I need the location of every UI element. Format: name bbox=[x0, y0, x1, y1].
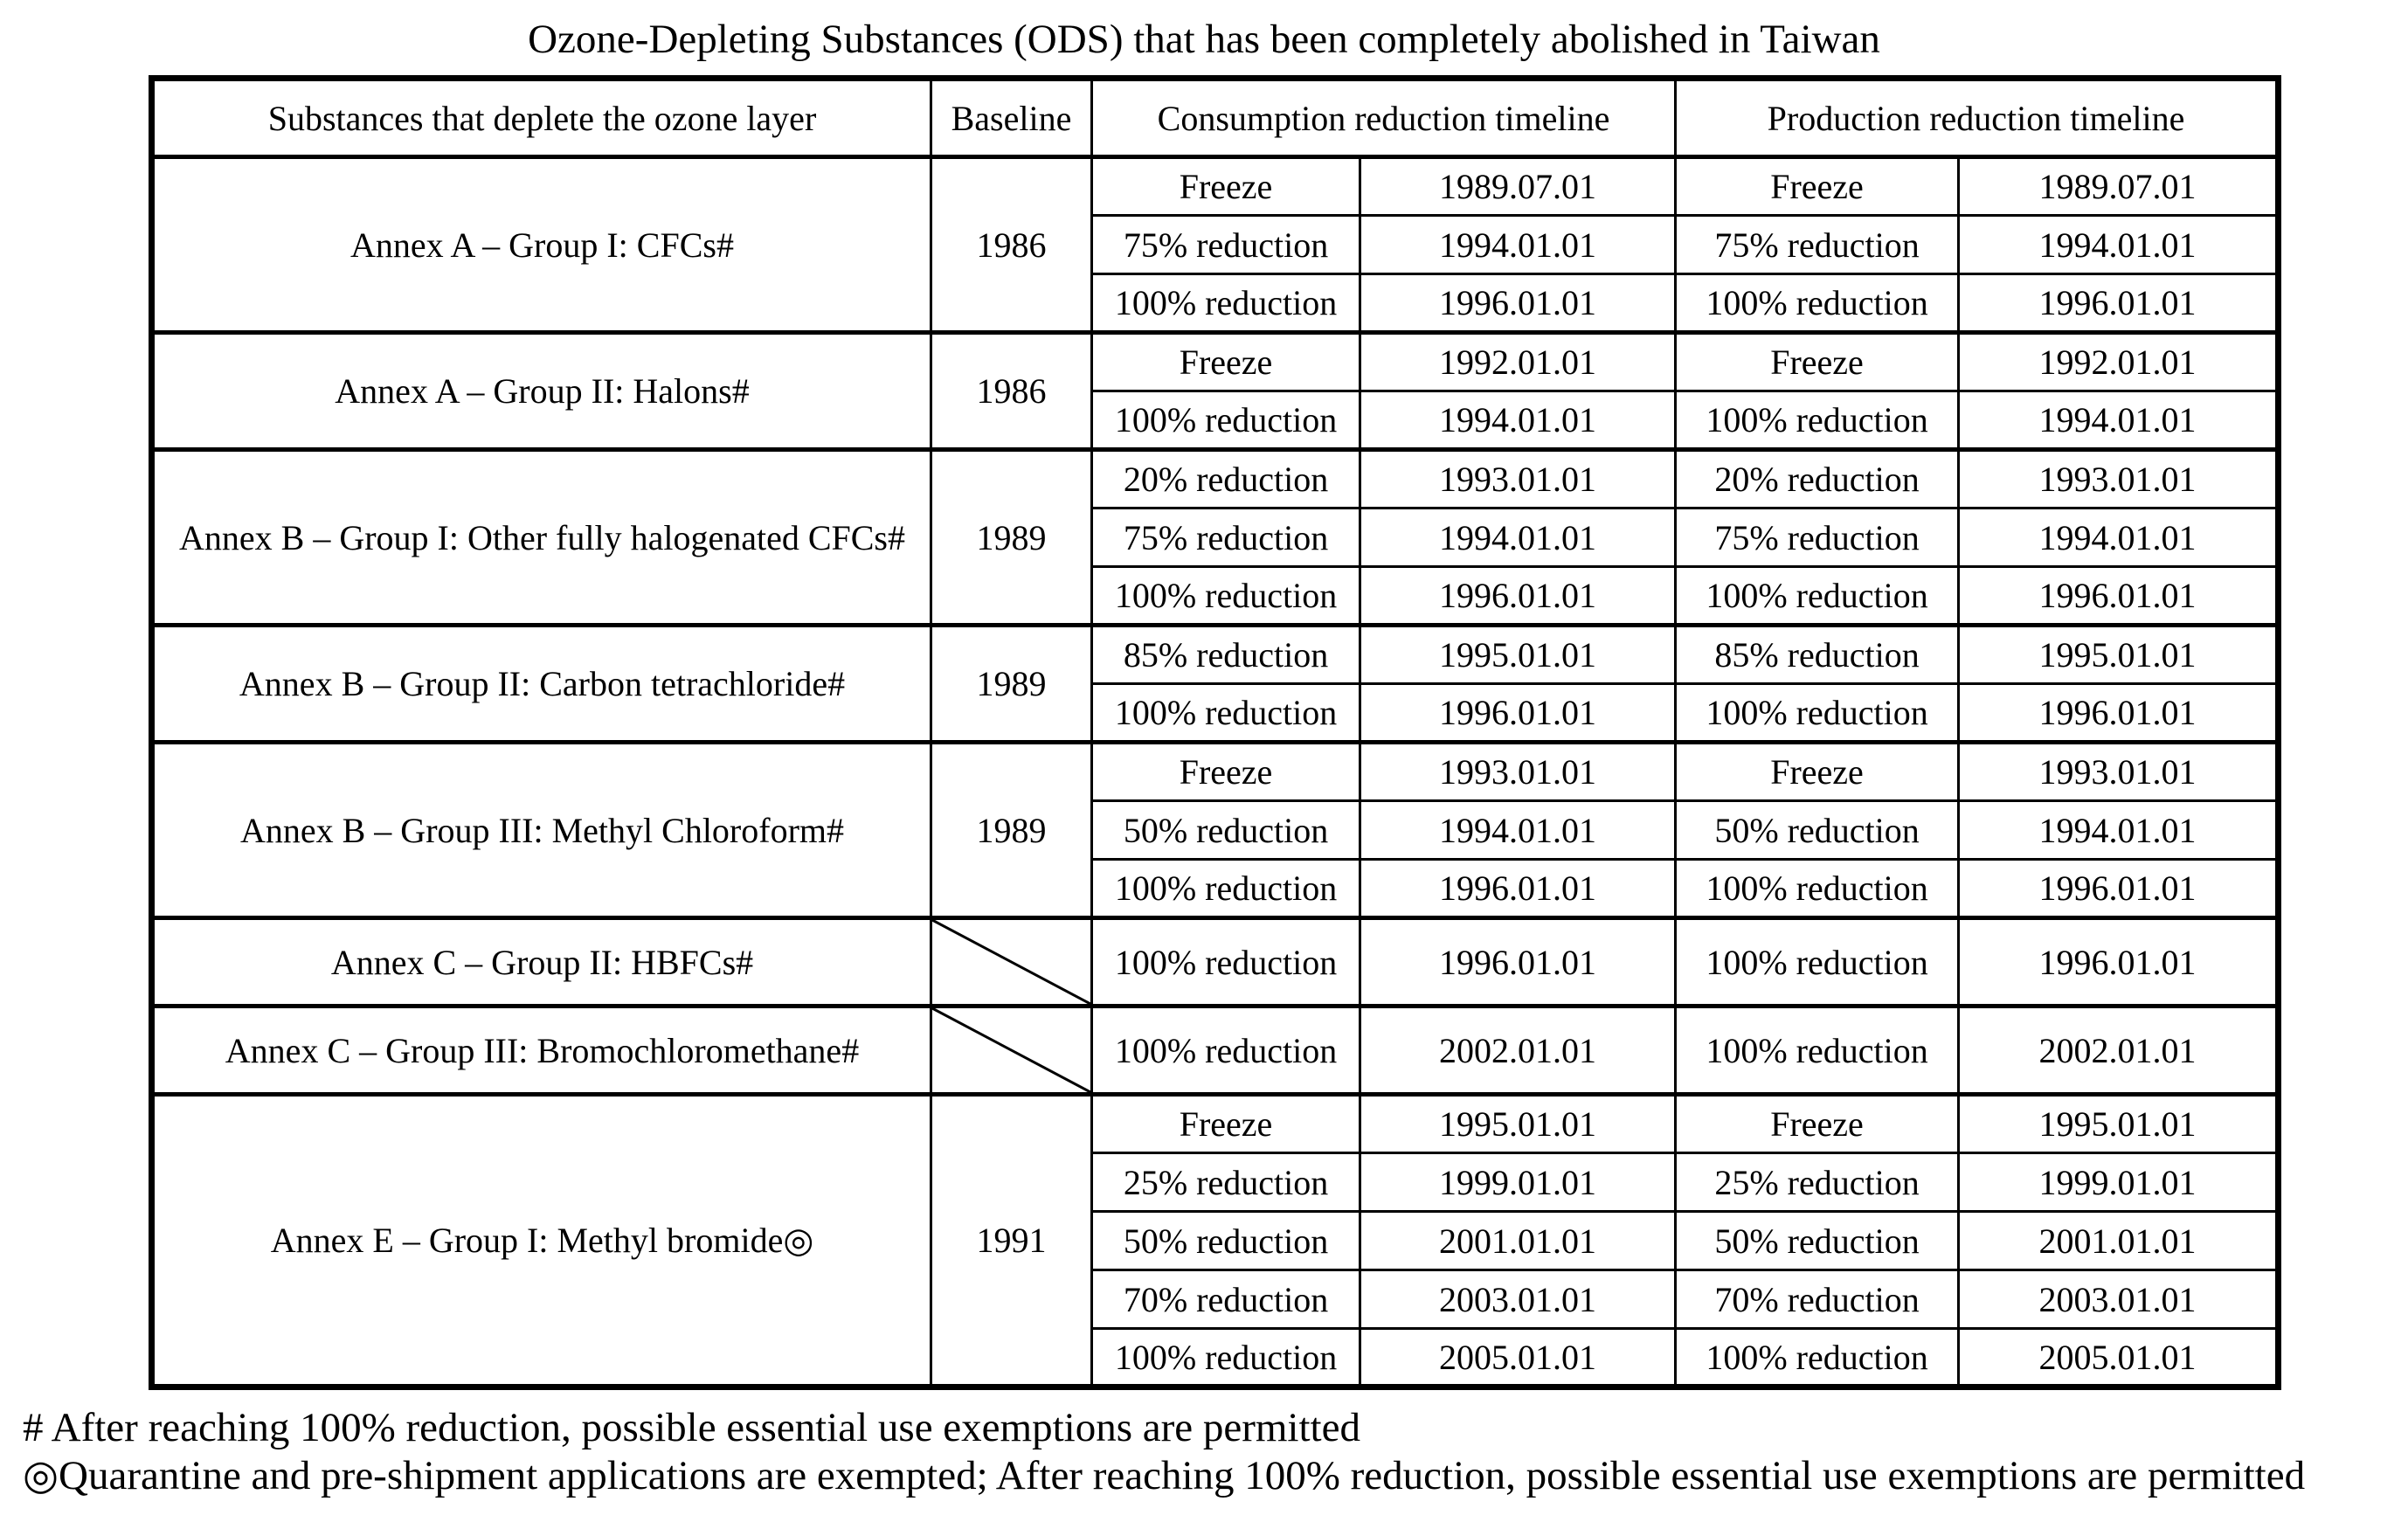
production-date-cell: 1994.01.01 bbox=[1959, 509, 2279, 567]
production-date-cell: 1993.01.01 bbox=[1959, 450, 2279, 509]
consumption-action-cell: 100% reduction bbox=[1092, 684, 1360, 743]
baseline-cell: 1989 bbox=[931, 743, 1092, 918]
baseline-cell: 1986 bbox=[931, 333, 1092, 450]
substance-cell: Annex B – Group III: Methyl Chloroform# bbox=[152, 743, 931, 918]
production-action-cell: Freeze bbox=[1676, 1095, 1959, 1153]
production-date-cell: 1996.01.01 bbox=[1959, 274, 2279, 333]
header-baseline: Baseline bbox=[931, 79, 1092, 157]
consumption-date-cell: 1996.01.01 bbox=[1360, 684, 1676, 743]
production-action-cell: 75% reduction bbox=[1676, 216, 1959, 274]
table-row bbox=[152, 450, 2279, 509]
footnote-circle: ◎Quarantine and pre-shipment applications are exempted; After reaching 100% reduction, possible essential use exemptions are permitted bbox=[23, 1453, 2306, 1499]
consumption-date-cell: 1989.07.01 bbox=[1360, 157, 1676, 216]
consumption-action-cell: Freeze bbox=[1092, 1095, 1360, 1153]
substance-cell: Annex E – Group I: Methyl bromide◎ bbox=[152, 1095, 931, 1387]
consumption-action-cell: 85% reduction bbox=[1092, 626, 1360, 684]
consumption-action-cell: 50% reduction bbox=[1092, 801, 1360, 860]
production-action-cell: 100% reduction bbox=[1676, 391, 1959, 450]
production-action-cell: Freeze bbox=[1676, 333, 1959, 391]
consumption-date-cell: 1996.01.01 bbox=[1360, 860, 1676, 918]
footnote-hash: # After reaching 100% reduction, possible essential use exemptions are permitted bbox=[23, 1405, 1360, 1451]
table-row bbox=[152, 743, 2279, 801]
consumption-action-cell: 100% reduction bbox=[1092, 391, 1360, 450]
header-production-timeline: Production reduction timeline bbox=[1676, 79, 2279, 157]
consumption-action-cell: 25% reduction bbox=[1092, 1153, 1360, 1212]
production-action-cell: 100% reduction bbox=[1676, 567, 1959, 626]
substance-cell: Annex A – Group I: CFCs# bbox=[152, 157, 931, 333]
production-action-cell: 100% reduction bbox=[1676, 860, 1959, 918]
not-applicable-slash bbox=[932, 1008, 1090, 1092]
consumption-action-cell: Freeze bbox=[1092, 157, 1360, 216]
production-date-cell: 1995.01.01 bbox=[1959, 626, 2279, 684]
table-header bbox=[152, 79, 2279, 157]
consumption-date-cell: 2005.01.01 bbox=[1360, 1329, 1676, 1387]
consumption-action-cell: Freeze bbox=[1092, 333, 1360, 391]
production-action-cell: 70% reduction bbox=[1676, 1270, 1959, 1329]
page-title: Ozone-Depleting Substances (ODS) that has been completely abolished in Taiwan bbox=[528, 17, 1880, 62]
consumption-action-cell: 100% reduction bbox=[1092, 1329, 1360, 1387]
consumption-action-cell: 100% reduction bbox=[1092, 1007, 1360, 1095]
substance-cell: Annex C – Group III: Bromochloromethane# bbox=[152, 1007, 931, 1095]
consumption-action-cell: Freeze bbox=[1092, 743, 1360, 801]
consumption-date-cell: 2003.01.01 bbox=[1360, 1270, 1676, 1329]
production-action-cell: 75% reduction bbox=[1676, 509, 1959, 567]
production-date-cell: 1996.01.01 bbox=[1959, 918, 2279, 1007]
substance-cell: Annex C – Group II: HBFCs# bbox=[152, 918, 931, 1007]
production-date-cell: 2001.01.01 bbox=[1959, 1212, 2279, 1270]
table-row bbox=[152, 333, 2279, 391]
consumption-date-cell: 1993.01.01 bbox=[1360, 743, 1676, 801]
production-action-cell: Freeze bbox=[1676, 743, 1959, 801]
production-action-cell: 100% reduction bbox=[1676, 918, 1959, 1007]
consumption-date-cell: 1999.01.01 bbox=[1360, 1153, 1676, 1212]
substance-cell: Annex A – Group II: Halons# bbox=[152, 333, 931, 450]
header-row bbox=[152, 79, 2279, 157]
production-date-cell: 2002.01.01 bbox=[1959, 1007, 2279, 1095]
table-row bbox=[152, 1007, 2279, 1095]
substance-cell: Annex B – Group II: Carbon tetrachloride# bbox=[152, 626, 931, 743]
table-row bbox=[152, 918, 2279, 1007]
footnotes bbox=[23, 1404, 2408, 1500]
production-action-cell: 20% reduction bbox=[1676, 450, 1959, 509]
production-action-cell: 25% reduction bbox=[1676, 1153, 1959, 1212]
baseline-cell bbox=[931, 918, 1092, 1007]
production-action-cell: 100% reduction bbox=[1676, 274, 1959, 333]
consumption-date-cell: 2001.01.01 bbox=[1360, 1212, 1676, 1270]
consumption-action-cell: 100% reduction bbox=[1092, 860, 1360, 918]
production-action-cell: 100% reduction bbox=[1676, 684, 1959, 743]
production-action-cell: 50% reduction bbox=[1676, 1212, 1959, 1270]
baseline-cell: 1986 bbox=[931, 157, 1092, 333]
production-action-cell: Freeze bbox=[1676, 157, 1959, 216]
consumption-date-cell: 1994.01.01 bbox=[1360, 509, 1676, 567]
production-action-cell: 50% reduction bbox=[1676, 801, 1959, 860]
not-applicable-slash bbox=[932, 920, 1090, 1004]
consumption-action-cell: 70% reduction bbox=[1092, 1270, 1360, 1329]
production-date-cell: 1994.01.01 bbox=[1959, 391, 2279, 450]
consumption-date-cell: 1996.01.01 bbox=[1360, 274, 1676, 333]
production-date-cell: 1994.01.01 bbox=[1959, 801, 2279, 860]
production-date-cell: 1992.01.01 bbox=[1959, 333, 2279, 391]
consumption-action-cell: 100% reduction bbox=[1092, 918, 1360, 1007]
baseline-cell bbox=[931, 1007, 1092, 1095]
production-action-cell: 100% reduction bbox=[1676, 1329, 1959, 1387]
production-date-cell: 1996.01.01 bbox=[1959, 860, 2279, 918]
consumption-date-cell: 1995.01.01 bbox=[1360, 1095, 1676, 1153]
baseline-cell: 1989 bbox=[931, 450, 1092, 626]
consumption-action-cell: 50% reduction bbox=[1092, 1212, 1360, 1270]
production-date-cell: 1996.01.01 bbox=[1959, 684, 2279, 743]
consumption-date-cell: 1994.01.01 bbox=[1360, 391, 1676, 450]
production-date-cell: 2003.01.01 bbox=[1959, 1270, 2279, 1329]
table-row bbox=[152, 1095, 2279, 1153]
consumption-date-cell: 1993.01.01 bbox=[1360, 450, 1676, 509]
consumption-action-cell: 75% reduction bbox=[1092, 509, 1360, 567]
production-date-cell: 1995.01.01 bbox=[1959, 1095, 2279, 1153]
table-body bbox=[152, 157, 2279, 1387]
production-date-cell: 1994.01.01 bbox=[1959, 216, 2279, 274]
consumption-action-cell: 20% reduction bbox=[1092, 450, 1360, 509]
header-substances: Substances that deplete the ozone layer bbox=[152, 79, 931, 157]
production-date-cell: 2005.01.01 bbox=[1959, 1329, 2279, 1387]
consumption-date-cell: 1996.01.01 bbox=[1360, 918, 1676, 1007]
header-consumption-timeline: Consumption reduction timeline bbox=[1092, 79, 1676, 157]
ods-table bbox=[149, 75, 2281, 1390]
document-page bbox=[0, 16, 2408, 1529]
production-action-cell: 100% reduction bbox=[1676, 1007, 1959, 1095]
consumption-date-cell: 1992.01.01 bbox=[1360, 333, 1676, 391]
table-row bbox=[152, 157, 2279, 216]
consumption-date-cell: 1996.01.01 bbox=[1360, 567, 1676, 626]
consumption-date-cell: 2002.01.01 bbox=[1360, 1007, 1676, 1095]
table-row bbox=[152, 626, 2279, 684]
production-action-cell: 85% reduction bbox=[1676, 626, 1959, 684]
baseline-cell: 1989 bbox=[931, 626, 1092, 743]
consumption-action-cell: 100% reduction bbox=[1092, 567, 1360, 626]
baseline-cell: 1991 bbox=[931, 1095, 1092, 1387]
production-date-cell: 1999.01.01 bbox=[1959, 1153, 2279, 1212]
substance-cell: Annex B – Group I: Other fully halogenated CFCs# bbox=[152, 450, 931, 626]
consumption-date-cell: 1995.01.01 bbox=[1360, 626, 1676, 684]
consumption-action-cell: 100% reduction bbox=[1092, 274, 1360, 333]
production-date-cell: 1989.07.01 bbox=[1959, 157, 2279, 216]
production-date-cell: 1996.01.01 bbox=[1959, 567, 2279, 626]
consumption-action-cell: 75% reduction bbox=[1092, 216, 1360, 274]
consumption-date-cell: 1994.01.01 bbox=[1360, 801, 1676, 860]
consumption-date-cell: 1994.01.01 bbox=[1360, 216, 1676, 274]
production-date-cell: 1993.01.01 bbox=[1959, 743, 2279, 801]
